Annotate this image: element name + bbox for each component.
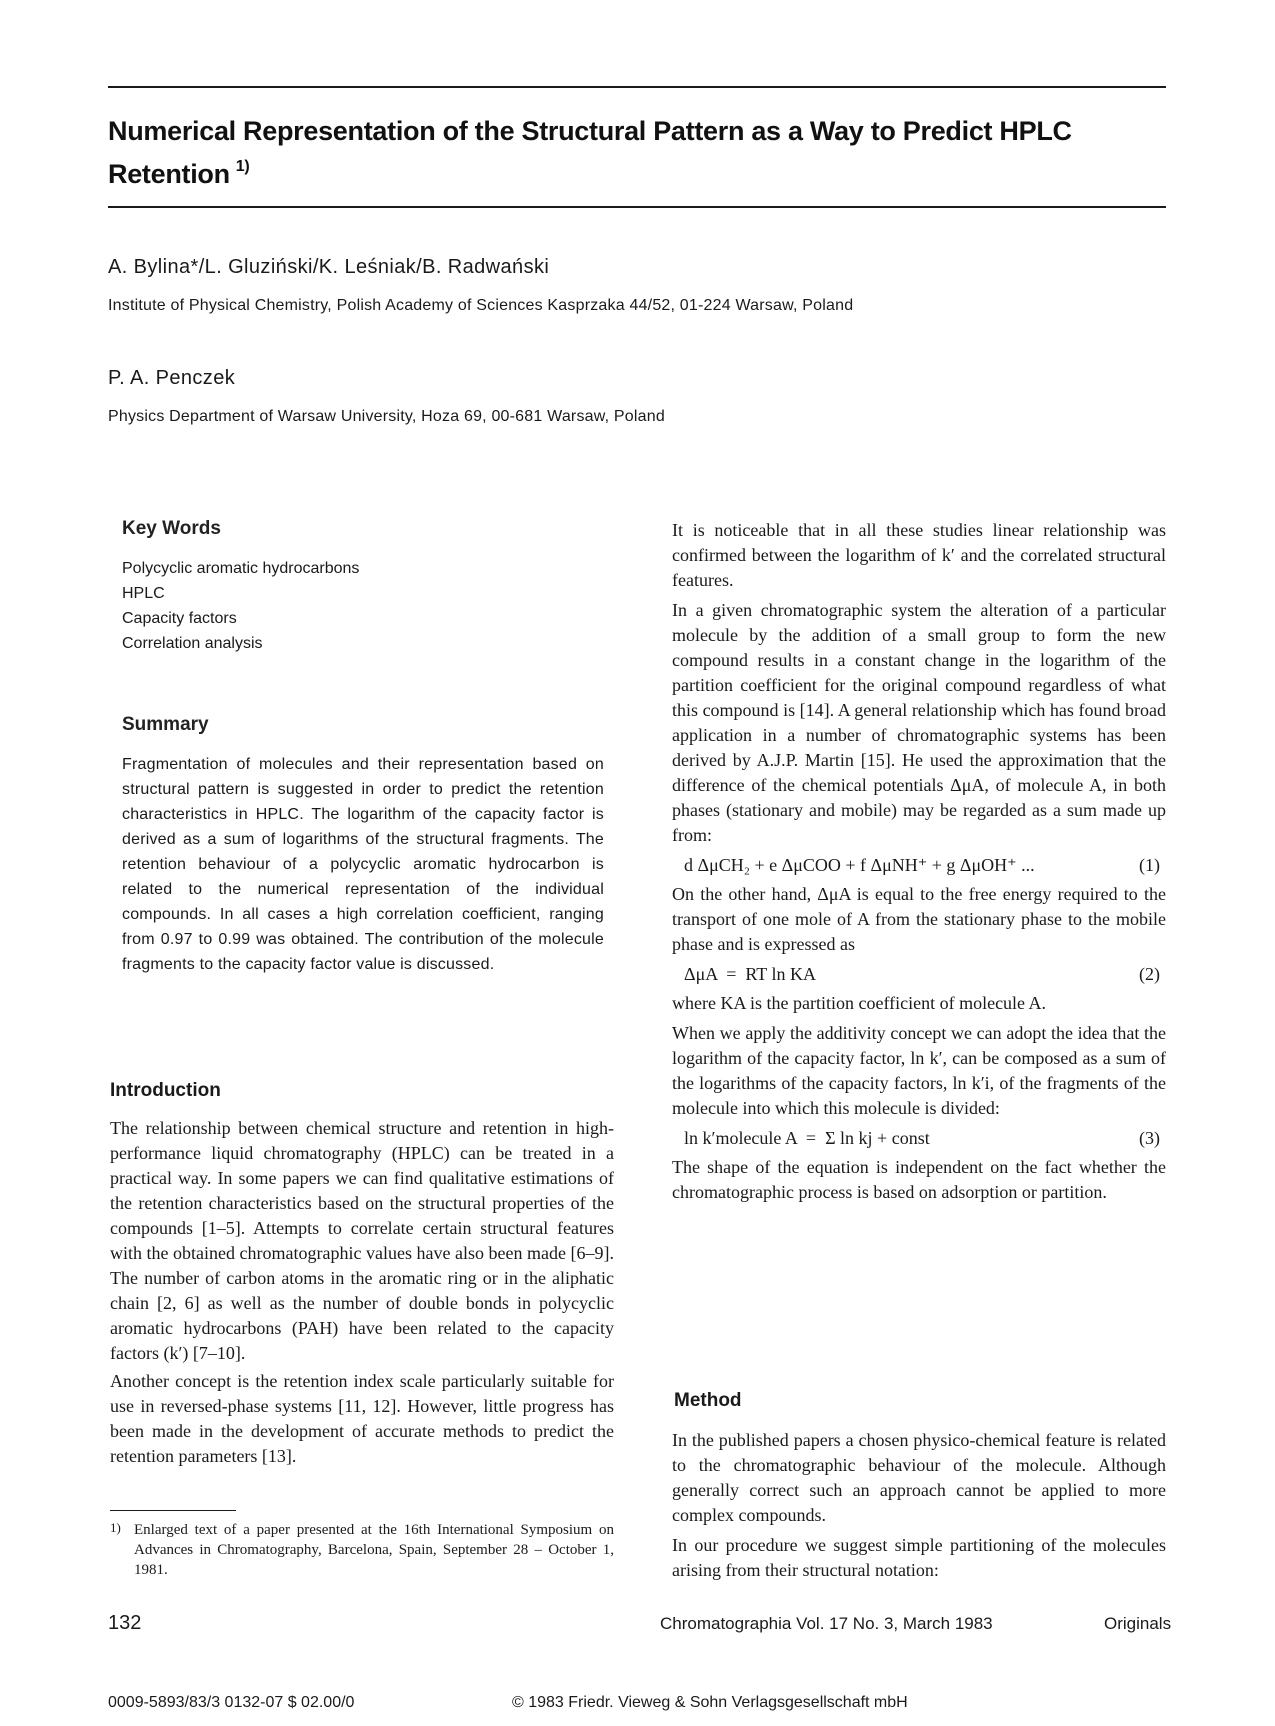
equation-3 [672,1126,1166,1151]
page-number: 132 [108,1612,142,1634]
affiliation-1: Institute of Physical Chemistry, Polish Academy of Sciences Kasprzaka 44/52, 01-224 Warsaw, Poland [108,297,854,314]
method-paragraph-1: In the published papers a chosen physico-chemical feature is related to the chromatographic behaviour of the molecule. Although generally correct such an approach cannot be applied to more complex compounds. [672,1430,1166,1525]
key-words-list [122,556,612,656]
summary-box [112,714,604,977]
title-footnote-mark: 1) [235,158,250,175]
right-paragraph-5: When we apply the additivity concept we can adopt the idea that the logarithm of the capacity factor, ln k′, can be composed as a sum of the logarithms of the capacity factors, ln k′i, of the fragments of the molecule into which this molecule is divided: [672,1023,1166,1118]
right-paragraph-6: The shape of the equation is independent on the fact whether the chromatographic process is based on adsorption or partition. [672,1157,1166,1202]
right-paragraph-4: where KA is the partition coefficient of molecule A. [672,993,1047,1013]
summary-heading: Summary [122,714,209,735]
equation-3-body: ln k′molecule A = Σ ln kj + const [684,1128,930,1148]
top-rule [108,86,1166,88]
equation-1-body: d ΔμCH₂ + e ΔμCOO + f ΔμNH⁺ + g ΔμOH⁺ ... [684,855,1035,875]
method-heading: Method [674,1390,742,1411]
right-column-body [672,518,1166,1210]
introduction-body [110,1116,614,1472]
introduction-heading: Introduction [110,1080,221,1101]
issn-code: 0009-5893/83/3 0132-07 $ 02.00/0 [108,1694,355,1711]
article-title: Numerical Representation of the Structural Pattern as a Way to Predict HPLC Retention $^{1)}$ [108,116,1072,189]
method-body [672,1428,1166,1588]
affiliation-2: Physics Department of Warsaw University, Hoza 69, 00-681 Warsaw, Poland [108,408,665,425]
footnote-text: Enlarged text of a paper presented at the 16th International Symposium on Advances in Chromatography, Barcelona, Spain, September 28 – October 1, 1981. [134,1522,614,1578]
equation-1 [672,853,1166,878]
copyright-notice: © 1983 Friedr. Vieweg & Sohn Verlagsgesellschaft mbH [512,1694,908,1711]
key-word-item: Correlation analysis [122,635,263,652]
footnote-mark: 1) [110,1520,121,1535]
right-paragraph-3: On the other hand, ΔμA is equal to the free energy required to the transport of one mole of A from the stationary phase to the mobile phase and is expressed as [672,884,1166,954]
equation-1-number: (1) [1139,855,1160,875]
author-2: P. A. Penczek [108,367,236,389]
summary-text: Fragmentation of molecules and their representation based on structural pattern is suggested in order to predict the retention characteristics in HPLC. The logarithm of the capacity factor is derived as a sum of logarithms of the structural fragments. The retention behaviour of a polycyclic aromatic hydrocarbon is related to the numerical representation of the individual compounds. In all cases a high correlation coefficient, ranging from 0.97 to 0.99 was obtained. The contribution of the molecule fragments to the capacity factor value is discussed. [122,756,604,973]
equation-3-number: (3) [1139,1128,1160,1148]
key-words-heading: Key Words [122,518,221,539]
section-label: Originals [1104,1614,1172,1633]
author-list: A. Bylina*/L. Gluziński/K. Leśniak/B. Radwański [108,256,550,278]
footnote-rule [110,1510,236,1511]
journal-citation: Chromatographia Vol. 17 No. 3, March 1983 [660,1614,993,1633]
equation-2 [672,962,1166,987]
key-words-box [112,518,612,656]
key-word-item: Polycyclic aromatic hydrocarbons [122,560,360,577]
right-paragraph-2: In a given chromatographic system the alteration of a particular molecule by the addition of a small group to form the new compound results in a constant change in the logarithm of the partition coefficient for the original compound regardless of what this compound is [14]. A general relationship which has found broad application in a number of chromatographic systems has been derived by A.J.P. Martin [15]. He used the approximation that the difference of the chemical potentials ΔμA, of molecule A, in both phases (stationary and mobile) may be regarded as a sum made up from: [672,600,1166,845]
key-word-item: HPLC [122,585,165,602]
introduction-paragraph-1: The relationship between chemical structure and retention in high-performance liquid chromatography (HPLC) can be treated in a practical way. In some papers we can find qualitative estimations of the retention characteristics based on the structural properties of the compounds [1–5]. Attempts to correlate certain structural features with the obtained chromatographic values have also been made [6–9]. The number of carbon atoms in the aromatic ring or in the aliphatic chain [2, 6] as well as the number of double bonds in polycyclic aromatic hydrocarbons (PAH) have been related to the capacity factors (k′) [7–10]. [110,1118,614,1363]
title-rule [108,206,1166,208]
method-paragraph-2: In our procedure we suggest simple partitioning of the molecules arising from their structural notation: [672,1535,1166,1580]
right-paragraph-1: It is noticeable that in all these studies linear relationship was confirmed between the logarithm of k′ and the correlated structural features. [672,520,1166,590]
footnote [110,1520,614,1580]
equation-2-number: (2) [1139,964,1160,984]
introduction-paragraph-2: Another concept is the retention index scale particularly suitable for use in reversed-phase systems [11, 12]. However, little progress has been made in the development of accurate methods to predict the retention parameters [13]. [110,1371,614,1466]
key-word-item: Capacity factors [122,610,237,627]
equation-2-body: ΔμA = RT ln KA [684,964,816,984]
